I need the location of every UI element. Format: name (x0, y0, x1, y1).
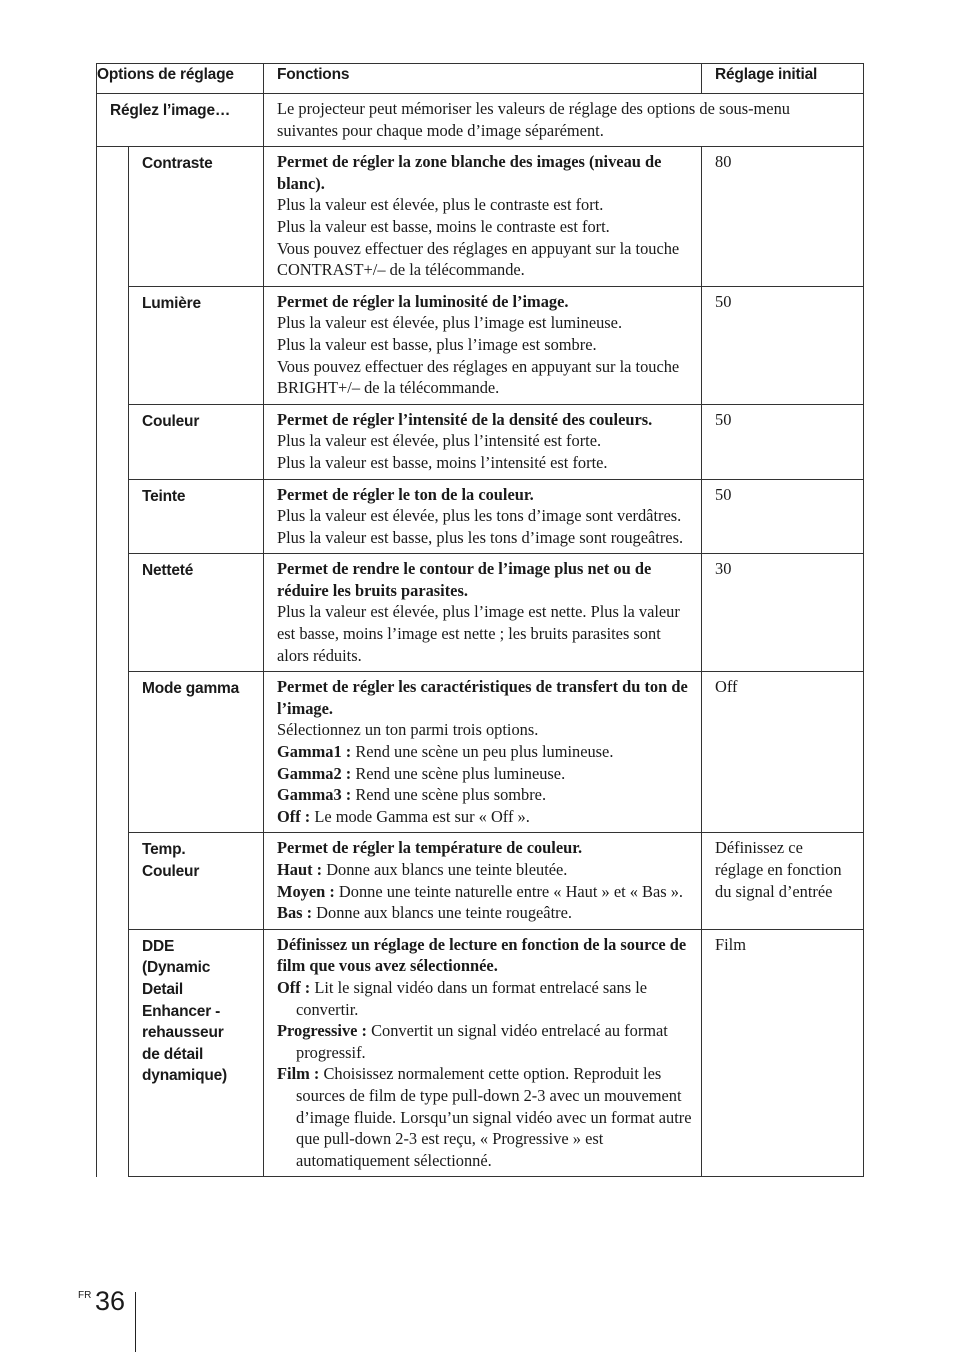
initial-value: 50 (702, 404, 864, 479)
function-item (277, 784, 693, 806)
function-title: Permet de régler la température de couleur. (277, 838, 583, 858)
indent-cell (97, 286, 129, 404)
indent-cell (97, 672, 129, 833)
table-row (97, 147, 864, 287)
function-item-text: Donne aux blancs une teinte bleutée. (322, 860, 568, 879)
option-name (129, 833, 264, 929)
option-name-line: Couleur (142, 412, 200, 430)
function-text: Plus la valeur est basse, moins l’intensité est forte. (277, 452, 608, 472)
function-item (277, 1063, 693, 1171)
option-name-line: rehausseur (142, 1024, 224, 1042)
function-item (277, 741, 693, 763)
function-item-term: Bas : (277, 903, 313, 923)
option-name (129, 672, 264, 833)
function-text: Vous pouvez effectuer des réglages en appuyant sur la touche BRIGHT+/– de la télécommande. (277, 356, 680, 398)
function-item (277, 902, 693, 924)
initial-value: Définissez ce réglage en fonction du signal d’entrée (702, 833, 864, 929)
function-text: Plus la valeur est basse, plus l’image est sombre. (277, 334, 597, 354)
function-item (277, 881, 693, 903)
option-name-line: Teinte (142, 487, 186, 505)
function-description (264, 672, 702, 833)
header-functions: Fonctions (264, 64, 702, 94)
function-item-term: Film : (277, 1064, 320, 1084)
option-name (129, 286, 264, 404)
function-description (264, 833, 702, 929)
function-description (264, 479, 702, 554)
indent-cell (97, 554, 129, 672)
function-text: Plus la valeur est élevée, plus l’intensité est forte. (277, 431, 602, 451)
function-item-term: Gamma3 : (277, 785, 352, 805)
function-item (277, 1020, 693, 1063)
function-item-term: Off : (277, 977, 311, 997)
function-text: Plus la valeur est basse, moins le contraste est fort. (277, 216, 610, 236)
function-item-text: Lit le signal vidéo dans un format entrelacé sans le convertir. (296, 977, 648, 1019)
function-title: Permet de régler la luminosité de l’image. (277, 291, 569, 311)
header-options: Options de réglage (97, 64, 264, 94)
function-item (277, 859, 693, 881)
function-item-term: Gamma1 : (277, 742, 352, 762)
function-description (264, 404, 702, 479)
indent-cell (97, 404, 129, 479)
option-name (129, 929, 264, 1177)
function-item-text: Rend une scène plus lumineuse. (351, 763, 566, 783)
function-title: Permet de rendre le contour de l’image plus net ou de réduire les bruits parasites. (277, 559, 652, 600)
table-row (97, 929, 864, 1177)
function-item (277, 977, 693, 1020)
option-name (129, 404, 264, 479)
function-text: Plus la valeur est élevée, plus les tons d’image sont verdâtres. Plus la valeur est basse, plus les tons d’image sont rougeâtres. (277, 506, 684, 547)
option-name-line: dynamique) (142, 1067, 227, 1085)
function-description (264, 929, 702, 1177)
option-name-line: Couleur (142, 863, 200, 880)
function-description (264, 554, 702, 672)
header-initial: Réglage initial (702, 64, 864, 94)
initial-value: 30 (702, 554, 864, 672)
option-name-line: (Dynamic (142, 959, 211, 977)
option-name-line: Detail (142, 980, 184, 998)
function-item-term: Progressive : (277, 1021, 367, 1041)
function-item-term: Gamma2 : (277, 763, 352, 783)
footer-divider (135, 1292, 136, 1352)
function-title: Permet de régler la zone blanche des images (niveau de blanc). (277, 152, 662, 193)
function-text: Plus la valeur est élevée, plus le contraste est fort. (277, 195, 604, 215)
option-name-line: Lumière (142, 294, 201, 312)
function-item-term: Off : (277, 806, 311, 826)
option-name-line: DDE (142, 937, 175, 955)
indent-cell (97, 147, 129, 287)
function-title: Permet de régler les caractéristiques de transfert du ton de l’image. (277, 677, 688, 718)
function-item-term: Haut : (277, 860, 323, 879)
option-name-line: de détail (142, 1045, 204, 1063)
settings-table (96, 63, 864, 1177)
option-name-line: Enhancer - (142, 1002, 221, 1020)
initial-value: 50 (702, 286, 864, 404)
function-title: Permet de régler le ton de la couleur. (277, 484, 534, 504)
table-row (97, 479, 864, 554)
initial-value: 50 (702, 479, 864, 554)
function-item-text: Donne aux blancs une teinte rougeâtre. (312, 903, 572, 923)
function-description (264, 147, 702, 287)
initial-value: Film (702, 929, 864, 1177)
indent-cell (97, 479, 129, 554)
table-row (97, 833, 864, 929)
function-text: Plus la valeur est élevée, plus l’image est nette. Plus la valeur est basse, moins l’image est nette ; les bruits parasites sont alors réduits. (277, 602, 680, 665)
indent-cell (97, 833, 129, 929)
function-item-text: Choisissez normalement cette option. Reproduit les sources de film de type pull-down 2-3 avec un mouvement d’image fluide. Lorsqu’un signal vidéo avec un format autre que pull-down 2-3 est reçu, « Progressive » est automatiquement sélectionné. (296, 1064, 692, 1170)
option-name (129, 479, 264, 554)
option-name (129, 554, 264, 672)
group-description: Le projecteur peut mémoriser les valeurs de réglage des options de sous-menu suivantes pour chaque mode d’image séparément. (264, 94, 864, 147)
option-name-line: Contraste (142, 155, 213, 173)
function-item-text: Rend une scène plus sombre. (351, 785, 547, 805)
function-title: Permet de régler l’intensité de la densité des couleurs. (277, 409, 653, 429)
table-row (97, 404, 864, 479)
group-label: Réglez l’image… (97, 94, 264, 147)
group-row (97, 94, 864, 147)
option-name-line: Mode gamma (142, 680, 240, 698)
table-row (97, 286, 864, 404)
function-item-text: Rend une scène un peu plus lumineuse. (351, 742, 614, 762)
indent-cell (97, 929, 129, 1177)
table-header-row (97, 64, 864, 94)
function-item (277, 806, 693, 828)
function-item-text: Donne une teinte naturelle entre « Haut » et « Bas ». (334, 881, 684, 901)
option-name-line: Netteté (142, 562, 194, 580)
function-description (264, 286, 702, 404)
page-number: 36 (95, 1286, 126, 1316)
table-row (97, 672, 864, 833)
option-name-line: Temp. (142, 841, 186, 859)
option-name (129, 147, 264, 287)
function-title: Définissez un réglage de lecture en fonction de la source de film que vous avez sélectionnée. (277, 934, 687, 976)
function-item-text: Convertit un signal vidéo entrelacé au format progressif. (296, 1021, 668, 1062)
function-text: Sélectionnez un ton parmi trois options. (277, 720, 539, 740)
function-text: Vous pouvez effectuer des réglages en appuyant sur la touche CONTRAST+/– de la télécommande. (277, 238, 680, 280)
table-row (97, 554, 864, 672)
function-item (277, 763, 693, 785)
function-item-text: Le mode Gamma est sur « Off ». (310, 806, 530, 826)
initial-value: 80 (702, 147, 864, 287)
footer-language: FR (78, 1290, 92, 1301)
initial-value: Off (702, 672, 864, 833)
function-text: Plus la valeur est élevée, plus l’image est lumineuse. (277, 313, 623, 333)
function-item-term: Moyen : (277, 881, 335, 901)
